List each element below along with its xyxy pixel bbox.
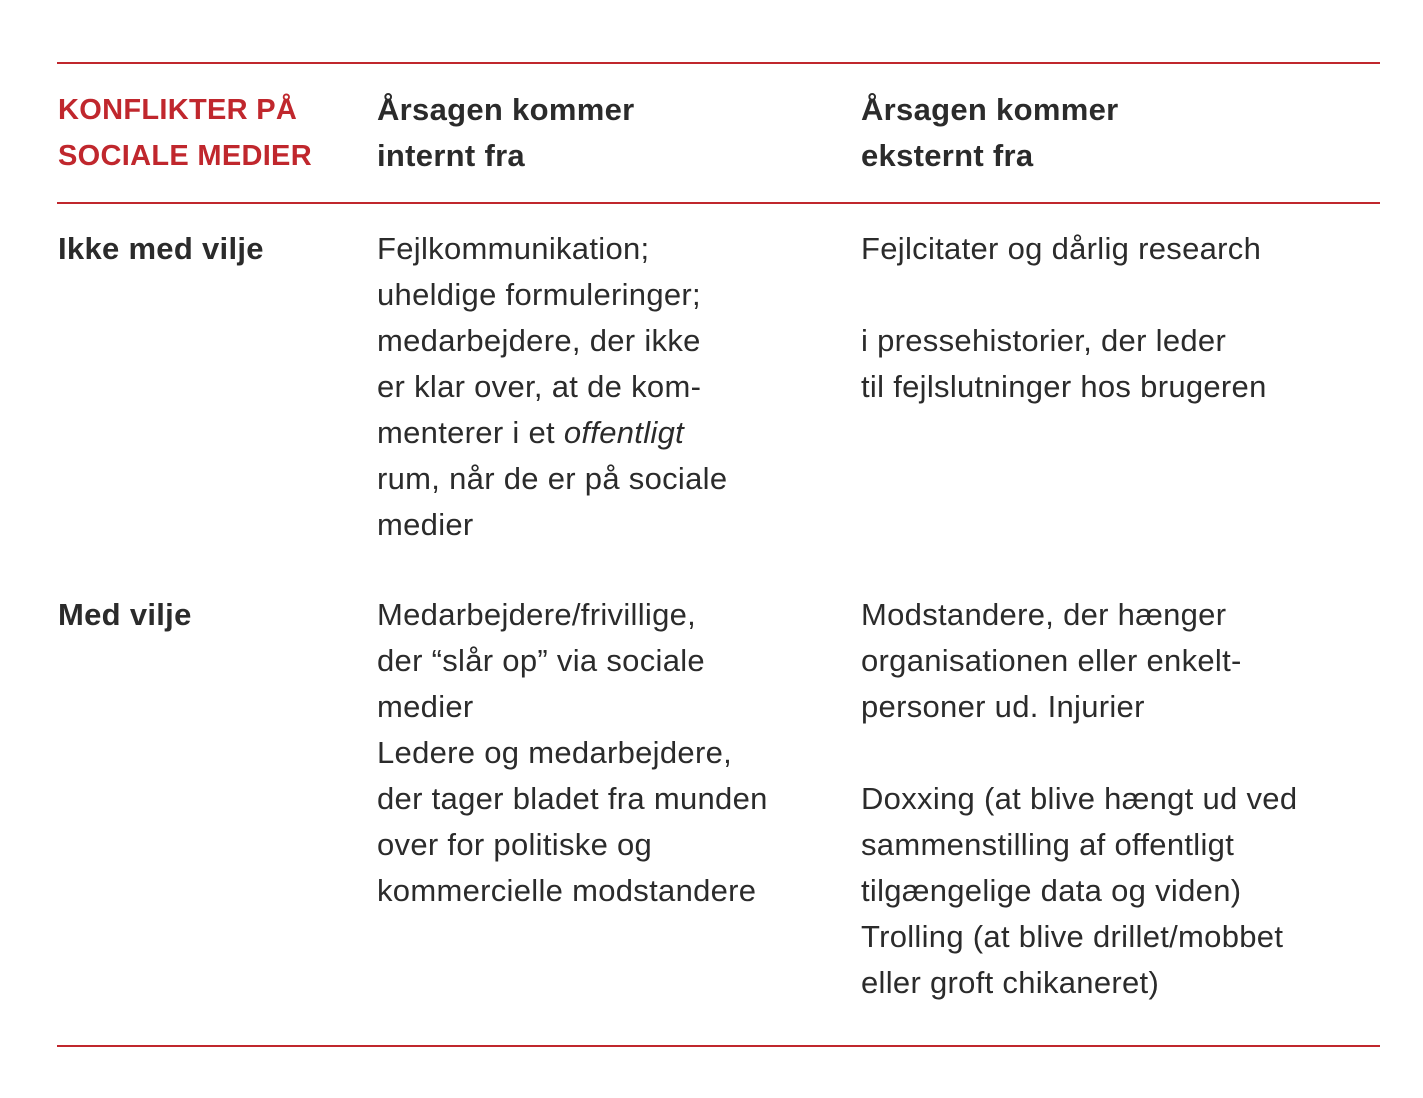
cell-unintentional-external — [861, 226, 1267, 410]
cell-unintentional-internal — [377, 226, 727, 548]
header-external — [861, 87, 1118, 179]
cell-line: personer ud. Injurier — [861, 689, 1145, 724]
header-title-line-2: SOCIALE MEDIER — [58, 140, 312, 172]
cell-intentional-internal — [377, 592, 768, 914]
cell-line: Ledere og medarbejdere, — [377, 735, 733, 770]
cell-line: medier — [377, 689, 474, 724]
header-rule — [57, 202, 1380, 204]
cell-line: er klar over, at de kom- — [377, 369, 702, 404]
cell-line: medarbejdere, der ikke — [377, 323, 701, 358]
cell-line: tilgængelige data og viden) — [861, 873, 1242, 908]
header-internal-line-2: internt fra — [377, 138, 525, 173]
cell-line-plain-part: menterer i et — [377, 415, 564, 450]
header-title-line-1: KONFLIKTER PÅ — [58, 94, 298, 126]
cell-line: der tager bladet fra munden — [377, 781, 768, 816]
paragraph-gap — [861, 730, 1297, 776]
table-top-rule — [57, 62, 1380, 64]
cell-line: Medarbejdere/frivillige, — [377, 597, 697, 632]
row-label-intentional — [58, 592, 192, 638]
cell-line: Fejlkommunikation; — [377, 231, 650, 266]
row-label-text: Med vilje — [58, 597, 192, 632]
row-label-unintentional — [58, 226, 264, 272]
cell-line: Doxxing (at blive hængt ud ved — [861, 781, 1298, 816]
table-bottom-rule — [57, 1045, 1380, 1047]
emphasis-offentligt: offentligt — [563, 415, 685, 450]
cell-line: organisationen eller enkelt- — [861, 643, 1242, 678]
cell-line: eller groft chikaneret) — [861, 965, 1160, 1000]
cell-line: der “slår op” via sociale — [377, 643, 705, 678]
cell-line: uheldige formuleringer; — [377, 277, 701, 312]
header-title — [58, 87, 312, 179]
cell-line: rum, når de er på sociale — [377, 461, 728, 496]
header-external-line-2: eksternt fra — [861, 138, 1034, 173]
cell-intentional-external — [861, 592, 1297, 1006]
cell-line: i pressehistorier, der leder — [861, 323, 1227, 358]
cell-line: medier — [377, 507, 474, 542]
cell-line: til fejlslutninger hos brugeren — [861, 369, 1267, 404]
header-external-line-1: Årsagen kommer — [861, 92, 1119, 127]
cell-line: over for politiske og — [377, 827, 653, 862]
cell-line: kommercielle modstandere — [377, 873, 757, 908]
cell-line: sammenstilling af offentligt — [861, 827, 1235, 862]
cell-line: Modstandere, der hænger — [861, 597, 1227, 632]
cell-line-with-emphasis — [377, 410, 727, 456]
header-internal — [377, 87, 634, 179]
paragraph-gap — [861, 272, 1267, 318]
cell-line: Trolling (at blive drillet/mobbet — [861, 919, 1284, 954]
cell-line: Fejlcitater og dårlig research — [861, 231, 1262, 266]
header-internal-line-1: Årsagen kommer — [377, 92, 635, 127]
row-label-text: Ikke med vilje — [58, 231, 264, 266]
